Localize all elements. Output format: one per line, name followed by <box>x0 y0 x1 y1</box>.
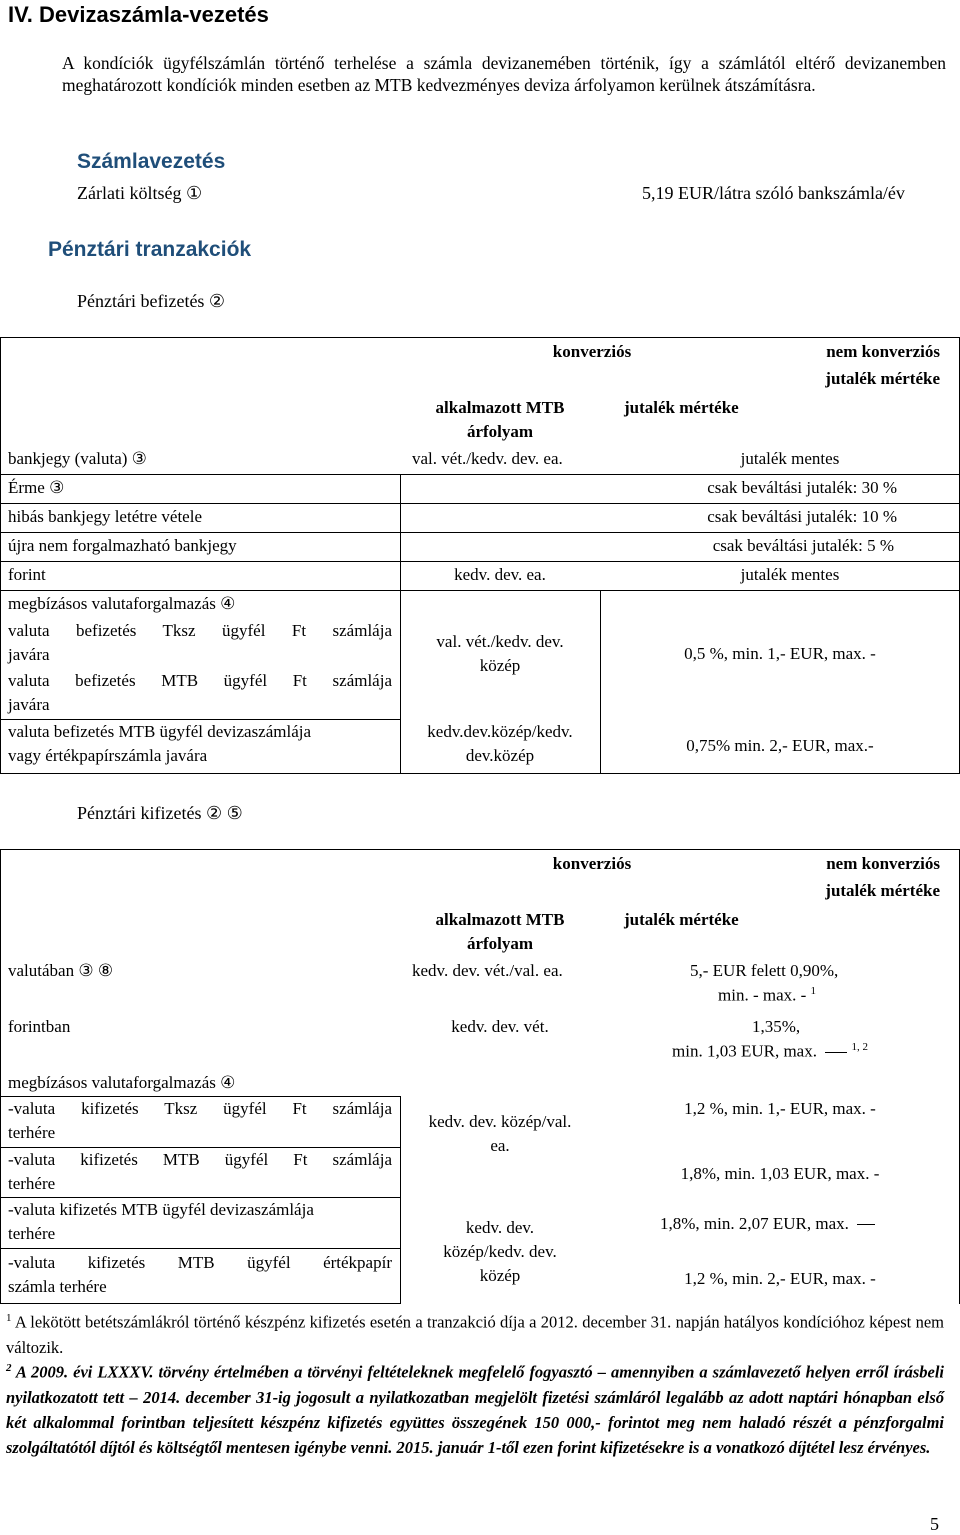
row2-forintban-fee-2: min. 1,03 EUR, max. $^{1, 2}$ <box>672 1041 868 1061</box>
row2-valutaban-fee-2: min. - max. - $^1$ <box>718 985 817 1005</box>
row-devizaszamla-fee: 0,75% min. 2,- EUR, max.- <box>686 736 874 755</box>
row-mtb-ft-label-1: valuta befizetés MTB ügyfél Ft számlája <box>8 671 392 690</box>
row-devizaszamla-label-2: vagy értékpapírszámla javára <box>8 746 208 765</box>
row-mtb-ft-label-2: javára <box>8 695 50 714</box>
row-bankjegy-label: bankjegy (valuta) ③ <box>8 449 147 468</box>
page-number: 5 <box>930 1514 939 1534</box>
header-nem-konverzios-jutalek: jutalék mértéke <box>825 369 940 388</box>
row2-megbizasos-label: megbízásos valutaforgalmazás ④ <box>8 1073 236 1092</box>
intro-paragraph: A kondíciók ügyfélszámlán történő terhelése a számla devizanemében történik, így a számlától eltérő devizanemben meghatározott kondíciók minden esetben az MTB kedvezményes deviza árfolyamon kerülnek átszámításra. <box>62 53 946 95</box>
header2-nem-konverzios: nem konverziós <box>826 854 940 873</box>
row-ujra-fee: csak beváltási jutalék: 5 % <box>712 536 894 555</box>
row-erme-fee: csak beváltási jutalék: 30 % <box>707 478 897 497</box>
header2-jutalek-merteke: jutalék mértéke <box>624 910 739 929</box>
row-forint-label: forint <box>8 565 46 584</box>
footnote-2: $^2$ A 2009. évi LXXXV. törvény értelmében a törvényi feltételeknek megfelelő fogyasztó – amennyiben a számlavezető helyen erről írásbeli nyilatkozatott tett – 2014. december 31-ig jogosult a nyilatkozatban megjelölt fizetési számláról legalább az adott naptári hónapban első két alkalommal forintban teljesített készpénz kifizetés együttes összegének 150 000,- forintot meg nem haladó részét a pénzforgalmi szolgáltatótól díjtól és költségtől mentesen igénybe venni. 2015. január 1-től ezen forint kifizetésekre is a vonatkozó díjtétel lesz érvényes. <box>6 1362 944 1457</box>
row2-valutaban-rate: kedv. dev. vét./val. ea. <box>412 961 563 980</box>
row2-mtb-ft-label-1: -valuta kifizetés MTB ügyfél Ft számlája <box>8 1150 392 1169</box>
row2-tksz-label-2: terhére <box>8 1123 56 1142</box>
row-tksz-label-2: javára <box>8 645 50 664</box>
zarlati-koltseg-value: 5,19 EUR/látra szóló bankszámla/év <box>642 183 905 203</box>
row-befizetes-ft-rate-1: val. vét./kedv. dev. <box>436 632 564 651</box>
row2-tksz-fee: 1,2 %, min. 1,- EUR, max. - <box>684 1099 876 1118</box>
header-konverzios: konverziós <box>552 342 632 361</box>
row-bankjegy-fee: jutalék mentes <box>740 449 840 468</box>
row2-devizaszamla-fee: 1,8%, min. 2,07 EUR, max. <box>660 1214 875 1234</box>
row2-mtb-ft-label-2: terhére <box>8 1174 56 1193</box>
footnote-ref: 1 <box>810 985 817 997</box>
header-jutalek-merteke: jutalék mértéke <box>624 398 739 417</box>
row2-tksz-label-1: -valuta kifizetés Tksz ügyfél Ft számlája <box>8 1099 392 1118</box>
row2-deviza-rate-3: közép <box>479 1266 521 1285</box>
row2-deviza-rate-2: közép/kedv. dev. <box>443 1242 557 1261</box>
row2-ft-rate-2: ea. <box>490 1136 510 1155</box>
header2-konverzios: konverziós <box>552 854 632 873</box>
header-alkalmazott-mtb: alkalmazott MTB <box>435 398 565 417</box>
row-devizaszamla-label-1: valuta befizetés MTB ügyfél devizaszámlája <box>8 722 312 741</box>
row-tksz-label-1: valuta befizetés Tksz ügyfél Ft számlája <box>8 621 392 640</box>
row2-mtb-ft-fee: 1,8%, min. 1,03 EUR, max. - <box>680 1164 880 1183</box>
header-arfolyam: árfolyam <box>466 422 534 441</box>
row2-forintban-label: forintban <box>8 1017 71 1036</box>
row-hibas-fee: csak beváltási jutalék: 10 % <box>707 507 897 526</box>
row-forint-rate: kedv. dev. ea. <box>454 565 546 584</box>
row-ujra-label: újra nem forgalmazható bankjegy <box>8 536 237 555</box>
row-erme-label: Érme ③ <box>8 478 65 497</box>
row2-valutaban-fee-1: 5,- EUR felett 0,90%, <box>690 961 839 980</box>
footnote-1: $^1$ A lekötött betétszámlákról történő készpénz kifizetés esetén a tranzakció díja a 2012. december 31. napján hatályos kondícióhoz képest nem változik. <box>6 1312 944 1357</box>
row-befizetes-ft-fee: 0,5 %, min. 1,- EUR, max. - <box>684 644 876 663</box>
row2-devizaszamla-label-1: -valuta kifizetés MTB ügyfél devizaszámlája <box>8 1200 314 1219</box>
row-befizetes-ft-rate-2: közép <box>479 656 521 675</box>
header2-alkalmazott-mtb: alkalmazott MTB <box>435 910 565 929</box>
row-bankjegy-rate: val. vét./kedv. dev. ea. <box>412 449 563 468</box>
section-title-penztari: Pénztári tranzakciók <box>48 238 252 261</box>
section-title-szamlavezetes: Számlavezetés <box>77 150 226 173</box>
row-hibas-label: hibás bankjegy letétre vétele <box>8 507 202 526</box>
row2-valutaban-label: valutában ③ ⑧ <box>8 961 114 980</box>
penztari-befizetes-label: Pénztári befizetés ② <box>77 291 226 311</box>
row-devizaszamla-rate-2: dev.közép <box>465 746 535 765</box>
header2-arfolyam: árfolyam <box>466 934 534 953</box>
page-heading: IV. Devizaszámla-vezetés <box>8 2 269 27</box>
row2-ertekpapir-label-2: számla terhére <box>8 1277 107 1296</box>
row2-ft-rate-1: kedv. dev. közép/val. <box>428 1112 572 1131</box>
row-megbizasos-label: megbízásos valutaforgalmazás ④ <box>8 594 236 613</box>
header-nem-konverzios: nem konverziós <box>826 342 940 361</box>
row2-ertekpapir-fee: 1,2 %, min. 2,- EUR, max. - <box>684 1269 876 1288</box>
row-forint-fee: jutalék mentes <box>740 565 840 584</box>
zarlati-koltseg-label: Zárlati költség ① <box>77 183 203 203</box>
footnote-ref: 1, 2 <box>851 1041 868 1053</box>
row2-devizaszamla-label-2: terhére <box>8 1224 56 1243</box>
row-devizaszamla-rate-1: kedv.dev.közép/kedv. <box>427 722 573 741</box>
row2-deviza-rate-1: kedv. dev. <box>465 1218 535 1237</box>
row2-forintban-rate: kedv. dev. vét. <box>451 1017 549 1036</box>
header2-nem-konverzios-jutalek: jutalék mértéke <box>825 881 940 900</box>
penztari-kifizetes-label: Pénztári kifizetés ② ⑤ <box>77 803 243 823</box>
row2-forintban-fee-1: 1,35%, <box>752 1017 801 1036</box>
row2-ertekpapir-label-1: -valuta kifizetés MTB ügyfél értékpapír <box>8 1253 392 1272</box>
